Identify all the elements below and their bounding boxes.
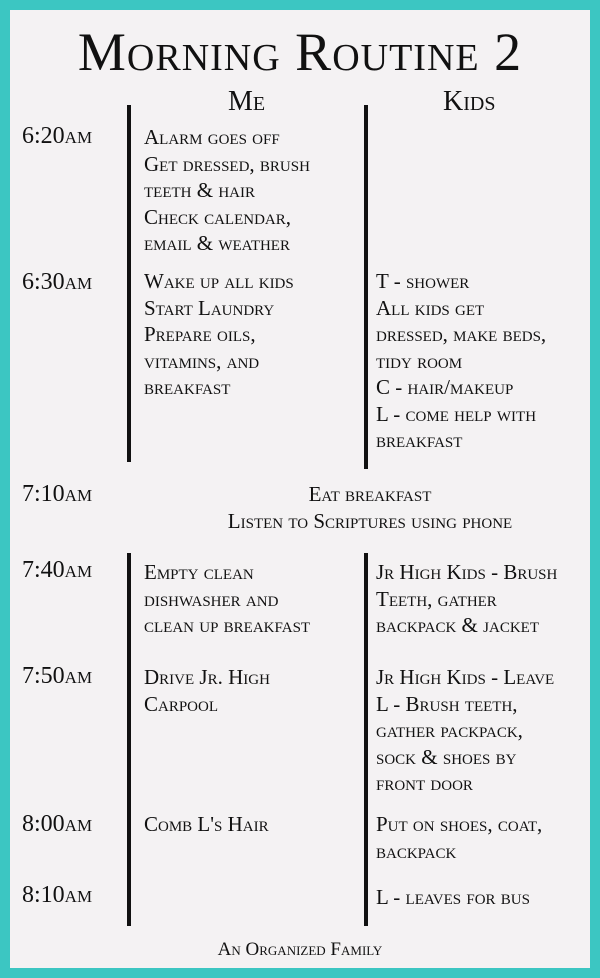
routine-card [10,10,590,968]
kids-task: gather packpack, [376,718,523,742]
me-task: Prepare oils, [144,322,256,346]
kids-task: tidy room [376,348,463,373]
me-task: Drive Jr. High [144,665,270,689]
kids-task: backpack [376,838,457,863]
me-task: Comb L's Hair [144,812,269,836]
shared-task: Listen to Scriptures using phone [227,508,513,533]
time-label: 7:40am [22,557,93,583]
me-task: Alarm goes off [144,125,280,149]
kids-task: Teeth, gather [376,586,497,611]
me-task: Empty clean [144,560,254,584]
time-label: 6:30am [22,269,93,295]
kids-task: dressed, make beds, [376,322,547,346]
time-label: 8:10am [22,882,93,908]
kids-task: L - come help with [376,401,537,426]
kids-task: Jr High Kids - Leave [376,665,555,689]
kids-task: All kids get [376,295,485,320]
kids-task: L - leaves for bus [376,885,530,909]
me-task: Wake up all kids [144,269,294,293]
kids-task: sock & shoes by [376,744,517,769]
kids-task: front door [376,771,473,795]
divider-kids-upper [364,105,368,469]
page-title: Morning Routine 2 [77,22,523,82]
kids-task: C - hair/makeup [376,375,514,399]
divider-kids-lower [364,553,368,926]
divider-me-lower [127,553,131,926]
time-label: 7:50am [22,663,93,689]
me-task: breakfast [144,375,231,399]
me-task: vitamins, and [144,348,260,373]
time-label: 6:20am [22,123,93,149]
kids-task: Put on shoes, coat, [376,812,543,836]
shared-task: Eat breakfast [308,482,432,506]
kids-task: breakfast [376,428,463,452]
me-task: clean up breakfast [144,613,311,637]
kids-task: backpack & jacket [376,613,539,637]
time-label: 7:10am [22,481,93,507]
me-task: teeth & hair [144,178,255,202]
column-header-me: Me [228,86,266,117]
me-task: dishwasher and [144,586,279,611]
time-label: 8:00am [22,811,93,837]
me-task: Check calendar, [144,204,292,229]
column-header-kids: Kids [443,86,496,117]
me-task: Carpool [144,691,219,716]
divider-me-upper [127,105,131,462]
me-task: Get dressed, brush [144,151,310,176]
kids-task: T - shower [376,269,470,293]
footer-credit: An Organized Family [217,939,383,960]
kids-task: L - Brush teeth, [376,691,518,716]
me-task: email & weather [144,231,290,255]
me-task: Start Laundry [144,295,275,320]
kids-task: Jr High Kids - Brush [376,560,558,584]
